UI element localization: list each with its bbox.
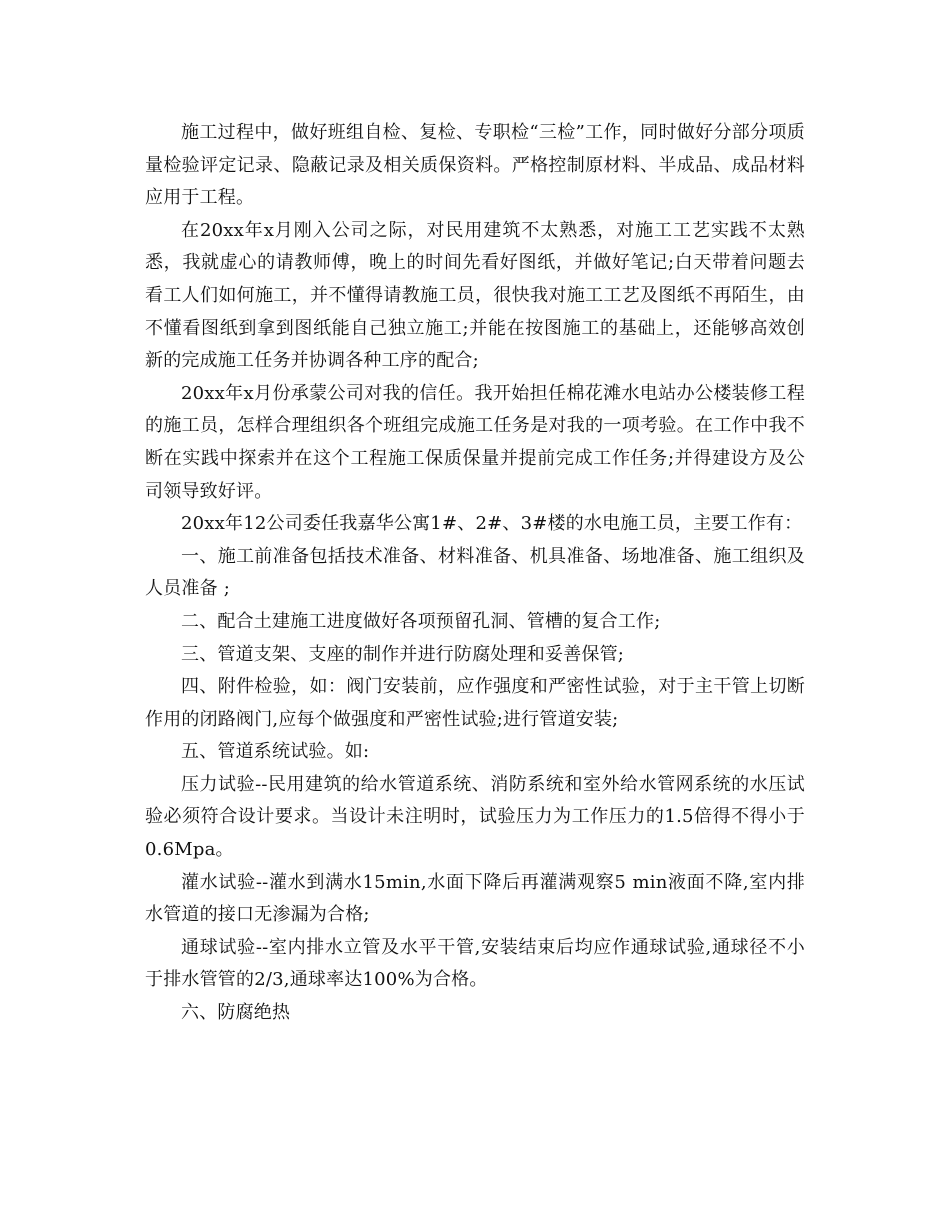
list-item-reserved-holes: 二、配合土建施工进度做好各项预留孔洞、管槽的复合工作; (181, 610, 661, 632)
paragraph-water-filling-test: 灌水试验--灌水到满水15min,水面下降后再灌满观察5 min液面不降,室内排水管道的接口无渗漏为合格; (145, 871, 805, 926)
paragraph-office-building-project: 20xx年x月份承蒙公司对我的信任。我开始担任棉花滩水电站办公楼装修工程的施工员，怎样合理组织各个班组完成施工任务是对我的一项考验。在工作中我不断在实践中探索并在这个工程施工保质保量并提前完成工作任务;并得建设方及公司领导致好评。 (145, 382, 805, 502)
paragraph-quality-inspection: 施工过程中，做好班组自检、复检、专职检“三检”工作，同时做好分部分项质量检验评定记录、隐蔽记录及相关质保资料。严格控制原材料、半成品、成品材料应用于工程。 (145, 122, 805, 209)
paragraph-ball-passing-test: 通球试验--室内排水立管及水平干管,安装结束后均应作通球试验,通球径不小于排水管管的2/3,通球率达100%为合格。 (145, 936, 805, 991)
list-item-pipe-supports: 三、管道支架、支座的制作并进行防腐处理和妥善保管; (181, 643, 625, 665)
list-item-anticorrosion-insulation: 六、防腐绝热 (181, 1002, 291, 1024)
paragraph-apartment-assignment: 20xx年12公司委任我嘉华公寓1#、2#、3#楼的水电施工员，主要工作有： (181, 513, 803, 535)
paragraph-pressure-test: 压力试验--民用建筑的给水管道系统、消防系统和室外给水管网系统的水压试验必须符合设计要求。当设计未注明时，试验压力为工作压力的1.5倍得不得小于0.6Mpa。 (145, 773, 805, 861)
list-item-fitting-inspection: 四、附件检验，如：阀门安装前，应作强度和严密性试验，对于主干管上切断作用的闭路阀门,应每个做强度和严密性试验;进行管道安装; (145, 676, 805, 730)
document-body (145, 117, 805, 1030)
list-item-system-tests: 五、管道系统试验。如: (181, 741, 370, 763)
paragraph-joining-company: 在20xx年x月刚入公司之际，对民用建筑不太熟悉，对施工工艺实践不太熟悉，我就虚心的请教师傅，晚上的时间先看好图纸，并做好笔记;白天带着问题去看工人们如何施工，并不懂得请教施工员，很快我对施工工艺及图纸不再陌生，由不懂看图纸到拿到图纸能自己独立施工;并能在按图施工的基础上，还能够高效创新的完成施工任务并协调各种工序的配合; (145, 219, 805, 372)
list-item-preparation: 一、施工前准备包括技术准备、材料准备、机具准备、场地准备、施工组织及人员准备 ; (145, 545, 805, 600)
